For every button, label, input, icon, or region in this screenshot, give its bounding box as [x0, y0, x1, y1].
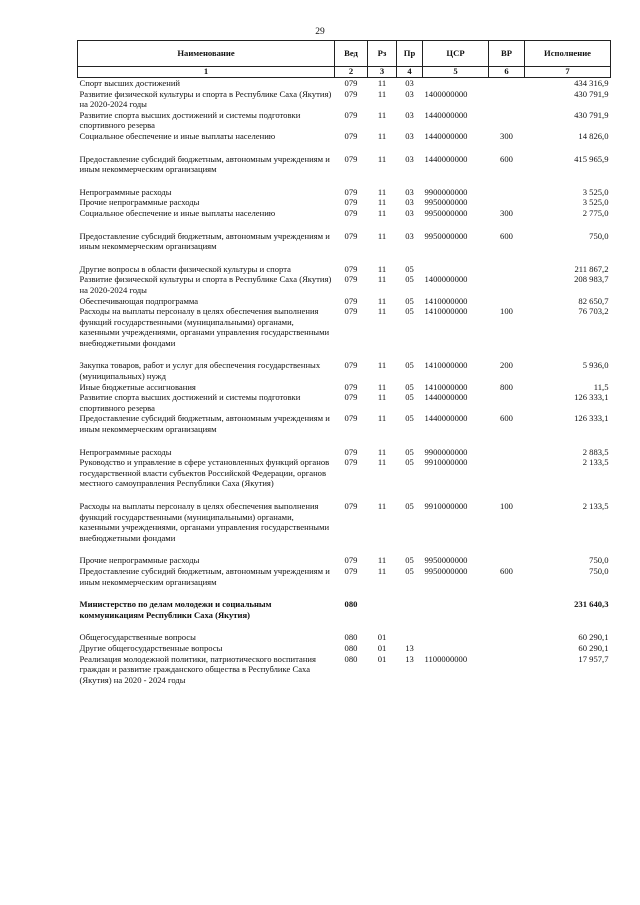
row-value: 2 133,5: [582, 501, 609, 511]
table-body: [78, 78, 611, 686]
row-csr: 1440000000: [424, 109, 468, 120]
table-row: [78, 599, 611, 620]
row-value: 2 883,5: [582, 446, 609, 457]
row-csr: [423, 599, 489, 620]
row-ved: 079: [344, 78, 358, 88]
header-vr: ВР: [489, 41, 525, 67]
row-pr: 05: [405, 274, 414, 285]
row-csr: 9910000000: [424, 457, 468, 468]
row-ved: 079: [344, 295, 358, 306]
budget-table: [77, 40, 611, 685]
table-row: [78, 392, 611, 413]
row-ved: 079: [344, 381, 358, 392]
row-spacer-cell: [78, 489, 611, 501]
row-rz: 11: [377, 565, 387, 576]
row-spacer-cell: [78, 620, 611, 632]
row-vr: 600: [500, 153, 513, 164]
row-pr: 05: [405, 360, 414, 371]
row-rz: 11: [377, 88, 387, 99]
row-name: Предоставление субсидий бюджетным, автономным учреждениям и иным некоммерческим организациям: [79, 153, 330, 175]
row-name: Общегосударственные вопросы: [79, 632, 196, 643]
row-value: 208 983,7: [574, 274, 609, 285]
row-pr: 03: [405, 230, 414, 241]
row-ved: 079: [344, 88, 358, 99]
table-row: [78, 89, 611, 110]
row-name: Другие общегосударственные вопросы: [79, 642, 223, 653]
row-value: 3 525,0: [582, 186, 609, 197]
row-spacer-cell: [78, 142, 611, 154]
row-spacer: [78, 252, 611, 264]
row-spacer-cell: [78, 435, 611, 447]
row-spacer-cell: [78, 252, 611, 264]
row-pr: 05: [405, 381, 414, 392]
row-rz: 11: [377, 392, 387, 403]
row-value: 211 867,2: [574, 263, 609, 274]
row-ved: 079: [344, 263, 358, 274]
row-pr: [397, 599, 423, 620]
row-ved: 079: [344, 230, 358, 241]
header-name: Наименование: [78, 41, 335, 67]
row-vr: [489, 654, 525, 686]
row-value: 126 333,1: [574, 392, 609, 403]
row-spacer-cell: [78, 543, 611, 555]
row-csr: 1400000000: [424, 274, 468, 285]
row-vr: [489, 264, 525, 275]
table-row: [78, 154, 611, 175]
row-rz: 11: [377, 263, 387, 274]
row-rz: 11: [377, 274, 387, 285]
row-rz: 11: [377, 555, 387, 566]
row-vr: 600: [500, 413, 513, 424]
col-number: 3: [368, 67, 397, 78]
row-name: Министерство по делам молодежи и социальным коммуникациям Республики Саха (Якутия): [79, 599, 272, 620]
row-vr: 300: [500, 130, 513, 141]
row-csr: 9910000000: [424, 501, 468, 511]
row-vr: [489, 447, 525, 458]
row-pr: 05: [405, 565, 414, 576]
row-pr: 03: [405, 88, 414, 99]
table-row: [78, 264, 611, 275]
row-rz: 11: [377, 457, 387, 468]
row-rz: 11: [377, 413, 387, 424]
row-pr: 05: [405, 295, 414, 306]
row-ved: 080: [344, 599, 358, 610]
row-rz: 11: [377, 230, 387, 241]
table-row: [78, 447, 611, 458]
row-pr: 05: [405, 413, 414, 424]
header-rz: Рз: [368, 41, 397, 67]
row-pr: 05: [405, 306, 414, 317]
table-row: [78, 654, 611, 686]
row-vr: [489, 296, 525, 307]
table-row: [78, 78, 611, 89]
row-spacer: [78, 435, 611, 447]
row-ved: 079: [344, 153, 358, 164]
row-name: Спорт высших достижений: [79, 78, 181, 88]
row-pr: 03: [405, 186, 414, 197]
header-csr: ЦСР: [423, 41, 489, 67]
row-pr: 05: [405, 446, 414, 457]
row-name: Непрограммные расходы: [79, 446, 172, 457]
row-pr: 03: [405, 130, 414, 141]
row-pr: 03: [405, 207, 414, 218]
row-pr: 13: [405, 642, 414, 653]
row-ved: 079: [344, 109, 358, 120]
row-csr: 9900000000: [424, 186, 468, 197]
row-vr: [489, 555, 525, 566]
col-number: 5: [423, 67, 489, 78]
row-csr: 1410000000: [424, 306, 468, 317]
row-vr: [489, 392, 525, 413]
row-rz: 11: [377, 197, 387, 208]
row-vr: 600: [500, 230, 513, 241]
row-value: 5 936,0: [582, 360, 609, 371]
row-rz: 11: [377, 446, 387, 457]
row-name: Социальное обеспечение и иные выплаты населению: [79, 207, 276, 218]
row-spacer: [78, 219, 611, 231]
row-rz: 11: [377, 360, 387, 371]
row-rz: 11: [377, 109, 387, 120]
row-ved: 080: [344, 642, 358, 653]
row-vr: [489, 274, 525, 295]
row-rz: 11: [377, 501, 387, 511]
row-pr: 05: [405, 555, 414, 566]
row-value: 126 333,1: [574, 413, 609, 424]
row-value: 415 965,9: [574, 153, 609, 164]
table-row: [78, 274, 611, 295]
row-name: Развитие физической культуры и спорта в Республике Саха (Якутия) на 2020-2024 годы: [79, 274, 332, 295]
row-csr: 9950000000: [424, 555, 468, 566]
row-value: 82 650,7: [578, 295, 609, 306]
table-row: [78, 208, 611, 219]
row-csr: 1440000000: [424, 153, 468, 164]
row-vr: [489, 457, 525, 489]
row-csr: [423, 78, 489, 89]
row-vr: [489, 197, 525, 208]
header-exec: Исполнение: [525, 41, 611, 67]
row-value: 434 316,9: [574, 78, 609, 88]
table-row: [78, 555, 611, 566]
row-ved: 079: [344, 457, 358, 468]
table-row: [78, 360, 611, 381]
table-row: [78, 306, 611, 348]
row-vr: [489, 187, 525, 198]
row-value: 2 775,0: [582, 207, 609, 218]
header-row: [78, 41, 611, 67]
row-spacer: [78, 175, 611, 187]
row-value: 430 791,9: [574, 88, 609, 99]
row-rz: 11: [377, 186, 387, 197]
row-value: 430 791,9: [574, 109, 609, 120]
row-name: Развитие спорта высших достижений и системы подготовки спортивного резерва: [79, 109, 301, 131]
row-vr: [489, 632, 525, 643]
row-value: 231 640,3: [574, 599, 609, 610]
table-row: [78, 231, 611, 252]
row-pr: 03: [405, 197, 414, 208]
row-csr: 1410000000: [424, 360, 468, 371]
page-number: 29: [315, 27, 325, 37]
col-number: 4: [397, 67, 423, 78]
table-row: [78, 131, 611, 142]
row-rz: 01: [377, 653, 387, 664]
row-ved: 079: [344, 501, 358, 511]
row-rz: 01: [377, 632, 387, 643]
row-pr: 03: [405, 109, 414, 120]
row-csr: 9900000000: [424, 446, 468, 457]
row-ved: 079: [344, 392, 358, 403]
row-ved: 079: [344, 186, 358, 197]
table-row: [78, 382, 611, 393]
row-vr: [489, 599, 525, 620]
row-name: Развитие физической культуры и спорта в Республике Саха (Якутия) на 2020-2024 годы: [79, 88, 332, 110]
row-name: Реализация молодежной политики, патриотического воспитания граждан и развитие гражданского общества в Республике Саха (Якутия) на 2020 - 2024 годы: [79, 653, 316, 685]
row-vr: [489, 78, 525, 89]
header-pr: Пр: [397, 41, 423, 67]
row-name: Социальное обеспечение и иные выплаты населению: [79, 130, 276, 141]
row-rz: 11: [377, 153, 387, 164]
row-csr: 1410000000: [424, 381, 468, 392]
row-rz: 01: [377, 642, 387, 653]
row-spacer-cell: [78, 587, 611, 599]
row-pr: [397, 632, 423, 643]
row-csr: 1400000000: [424, 88, 468, 99]
row-value: 2 133,5: [582, 457, 609, 468]
table-row: [78, 643, 611, 654]
row-name: Прочие непрограммные расходы: [79, 555, 200, 566]
table-row: [78, 501, 611, 543]
row-csr: 9950000000: [424, 565, 468, 576]
row-value: 76 703,2: [578, 306, 609, 317]
row-pr: 03: [405, 78, 414, 88]
table-row: [78, 197, 611, 208]
header-ved: Вед: [335, 41, 368, 67]
row-name: Иные бюджетные ассигнования: [79, 381, 196, 392]
row-spacer-cell: [78, 219, 611, 231]
row-name: Обеспечивающая подпрограмма: [79, 295, 199, 306]
row-name: Руководство и управление в сфере установленных функций органов государственной власти субъектов Российской Федерации, органов местного самоуправления Республики Саха (Якутия): [79, 457, 330, 489]
row-ved: 080: [344, 653, 358, 664]
row-name: Другие вопросы в области физической культуры и спорта: [79, 263, 291, 274]
row-name: Развитие спорта высших достижений и системы подготовки спортивного резерва: [79, 392, 301, 413]
row-rz: 11: [377, 78, 387, 88]
table-row: [78, 413, 611, 434]
table-row: [78, 296, 611, 307]
row-name: Предоставление субсидий бюджетным, автономным учреждениям и иным некоммерческим организациям: [79, 413, 330, 435]
row-ved: 079: [344, 130, 358, 141]
row-csr: 1440000000: [424, 130, 468, 141]
row-ved: 079: [344, 565, 358, 576]
table-row: [78, 566, 611, 587]
row-value: 11,5: [593, 381, 609, 392]
table-row: [78, 632, 611, 643]
row-name: Закупка товаров, работ и услуг для обеспечения государственных (муниципальных) нужд: [79, 360, 321, 382]
row-rz: [368, 599, 397, 620]
row-value: 750,0: [589, 230, 609, 241]
row-pr: 03: [405, 153, 414, 164]
row-name: Предоставление субсидий бюджетным, автономным учреждениям и иным некоммерческим организациям: [79, 565, 330, 587]
table-row: [78, 457, 611, 489]
row-csr: 9950000000: [424, 207, 468, 218]
row-name: Прочие непрограммные расходы: [79, 197, 200, 208]
row-name: Расходы на выплаты персоналу в целях обеспечения выполнения функций государственными (муниципальными) органами, казенными учреждениями, органами управления государственными внебюджетными фондами: [79, 306, 330, 348]
row-rz: 11: [377, 130, 387, 141]
row-vr: [489, 643, 525, 654]
row-name: Расходы на выплаты персоналу в целях обеспечения выполнения функций государственными (муниципальными) органами, казенными учреждениями, органами управления государственными внебюджетными фондами: [79, 501, 330, 543]
row-pr: 13: [405, 653, 414, 664]
row-csr: [423, 643, 489, 654]
row-value: 17 957,7: [578, 653, 609, 664]
column-number-row: [78, 67, 611, 78]
row-spacer: [78, 489, 611, 501]
row-vr: [489, 89, 525, 110]
row-spacer: [78, 587, 611, 599]
row-csr: [423, 264, 489, 275]
col-number: 1: [78, 67, 335, 78]
row-value: 60 290,1: [578, 632, 609, 643]
col-number: 6: [489, 67, 525, 78]
row-vr: 100: [500, 306, 513, 317]
row-ved: 079: [344, 306, 358, 317]
table-row: [78, 110, 611, 131]
row-rz: 11: [377, 381, 387, 392]
row-ved: 079: [344, 197, 358, 208]
row-vr: 200: [500, 360, 513, 371]
row-pr: 05: [405, 392, 414, 403]
row-vr: [489, 110, 525, 131]
row-pr: 05: [405, 501, 414, 511]
row-rz: 11: [377, 207, 387, 218]
row-vr: 100: [500, 501, 513, 511]
row-value: 750,0: [589, 565, 609, 576]
row-spacer: [78, 142, 611, 154]
row-value: 3 525,0: [582, 197, 609, 208]
row-value: 14 826,0: [578, 130, 609, 141]
row-ved: 080: [344, 632, 358, 643]
row-csr: 1410000000: [424, 295, 468, 306]
row-spacer: [78, 348, 611, 360]
row-spacer: [78, 543, 611, 555]
row-csr: 1440000000: [424, 392, 468, 403]
table-row: [78, 187, 611, 198]
row-ved: 079: [344, 274, 358, 285]
row-ved: 079: [344, 207, 358, 218]
col-number: 2: [335, 67, 368, 78]
row-vr: 300: [500, 207, 513, 218]
row-csr: [423, 632, 489, 643]
row-pr: 05: [405, 457, 414, 468]
row-value: 750,0: [589, 555, 609, 566]
row-spacer: [78, 620, 611, 632]
row-spacer-cell: [78, 348, 611, 360]
row-value: 60 290,1: [578, 642, 609, 653]
row-pr: 05: [405, 263, 414, 274]
row-csr: 1440000000: [424, 413, 468, 424]
row-rz: 11: [377, 295, 387, 306]
row-ved: 079: [344, 446, 358, 457]
col-number: 7: [525, 67, 611, 78]
row-csr: 9950000000: [424, 230, 468, 241]
row-ved: 079: [344, 360, 358, 371]
row-rz: 11: [377, 306, 387, 317]
row-csr: 1100000000: [424, 653, 468, 664]
row-vr: 600: [500, 565, 513, 576]
row-vr: 800: [500, 381, 513, 392]
row-name: Непрограммные расходы: [79, 186, 172, 197]
row-ved: 079: [344, 555, 358, 566]
row-ved: 079: [344, 413, 358, 424]
row-spacer-cell: [78, 175, 611, 187]
row-name: Предоставление субсидий бюджетным, автономным учреждениям и иным некоммерческим организациям: [79, 230, 330, 252]
row-csr: 9950000000: [424, 197, 468, 208]
